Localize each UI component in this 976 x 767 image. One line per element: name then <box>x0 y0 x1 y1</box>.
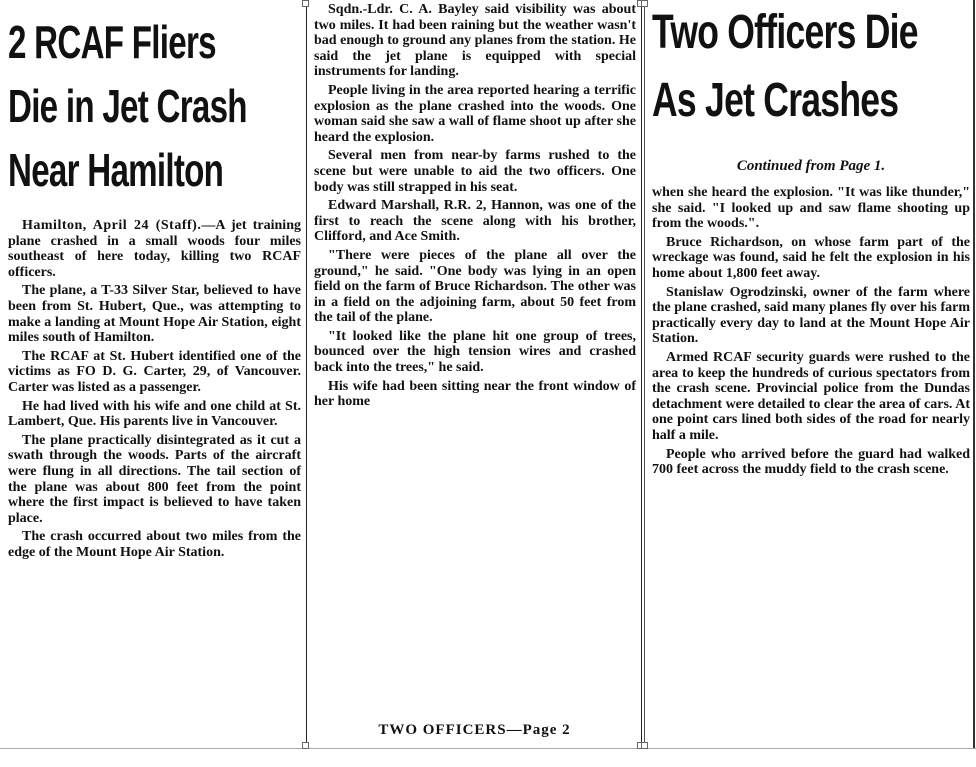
middle-article-body <box>314 2 636 410</box>
selection-handle[interactable] <box>641 0 648 7</box>
left-headline-line-2: Die in Jet Crash <box>8 80 247 132</box>
middle-paragraph-2: People living in the area reported hearing a terrific explosion as the plane crashed into the woods. One woman said she saw a wall of flame shoot up after she heard the explosion. <box>314 82 636 145</box>
middle-paragraph-5: "There were pieces of the plane all over the ground," he said. "One body was lying in an open field on the farm of Bruce Richardson. The other was in a field on the adjoining farm, about 50 feet from the tail of the plane. <box>314 247 636 326</box>
column-divider-3 <box>644 0 645 748</box>
left-paragraph-4: He had lived with his wife and one child at St. Lambert, Que. His parents live in Vancouver. <box>8 398 301 430</box>
right-headline <box>652 8 970 144</box>
left-paragraph-5: The plane practically disintegrated as it cut a swath through the woods. Parts of the aircraft were flung in all directions. The tail section of the plane was about 800 feet from the point where the first impact is believed to have taken place. <box>8 432 301 526</box>
right-paragraph-4: Armed RCAF security guards were rushed to the area to keep the hundreds of curious spectators from the crash scene. Provincial police from the Dundas detachment were detailed to clear the area of cars. At one point cars lined both sides of the road for nearly half a mile. <box>652 349 970 443</box>
left-headline-line-3: Near Hamilton <box>8 144 224 196</box>
left-paragraph-2: The plane, a T-33 Silver Star, believed to have been from St. Hubert, Que., was attempting to make a landing at Mount Hope Air Station, eight miles south of Hamilton. <box>8 283 301 346</box>
jump-line: TWO OFFICERS—Page 2 <box>378 722 571 738</box>
left-paragraph-3: The RCAF at St. Hubert identified one of the victims as FO D. G. Carter, 29, of Vancouver. Carter was listed as a passenger. <box>8 348 301 395</box>
selection-handle[interactable] <box>641 742 648 749</box>
continued-note: Continued from Page 1. <box>736 158 886 174</box>
right-border <box>973 0 975 748</box>
left-article-body <box>8 218 301 560</box>
bottom-border <box>0 748 976 749</box>
column-divider-1 <box>306 0 307 748</box>
right-headline-line-1: Two Officers Die <box>652 6 918 59</box>
dateline: Hamilton, April 24 (Staff). <box>22 218 202 233</box>
middle-column <box>308 0 641 748</box>
middle-paragraph-1: Sqdn.-Ldr. C. A. Bayley said visibility was about two miles. It had been raining but the weather wasn't bad enough to ground any planes from the station. He said the jet plane is equipped with special instruments for landing. <box>314 2 636 80</box>
middle-paragraph-3: Several men from near-by farms rushed to the scene but were unable to aid the two officers. One body was still strapped in his seat. <box>314 148 636 195</box>
left-headline <box>8 18 306 210</box>
left-headline-line-1: 2 RCAF Fliers <box>8 16 216 68</box>
right-paragraph-2: Bruce Richardson, on whose farm part of the wreckage was found, said he felt the explosion in his home about 1,800 feet away. <box>652 234 970 281</box>
right-paragraph-5: People who arrived before the guard had walked 700 feet across the muddy field to the crash scene. <box>652 446 970 478</box>
left-paragraph-1: —A jet training plane crashed in a small woods four miles southeast of here today, killing two RCAF officers. <box>8 218 301 280</box>
middle-paragraph-6: "It looked like the plane hit one group of trees, bounced over the high tension wires and crashed back into the trees," he said. <box>314 328 636 376</box>
right-paragraph-1: when she heard the explosion. "It was like thunder," she said. "I looked up and saw flame shooting up from the woods.". <box>652 185 970 232</box>
middle-paragraph-4: Edward Marshall, R.R. 2, Hannon, was one of the first to reach the scene along with his brother, Clifford, and Ace Smith. <box>314 198 636 245</box>
right-column <box>645 0 976 748</box>
right-paragraph-3: Stanislaw Ogrodzinski, owner of the farm where the plane crashed, said many planes fly over his farm practically every day to land at the Mount Hope Air Station. <box>652 284 970 347</box>
column-divider-2 <box>641 0 642 748</box>
middle-paragraph-7: His wife had been sitting near the front window of her home <box>314 378 636 410</box>
selection-handle[interactable] <box>302 0 309 7</box>
right-headline-line-2: As Jet Crashes <box>652 74 899 127</box>
selection-handle[interactable] <box>302 742 309 749</box>
left-column <box>0 0 306 748</box>
right-article-body <box>652 185 970 478</box>
left-paragraph-6: The crash occurred about two miles from the edge of the Mount Hope Air Station. <box>8 529 301 560</box>
